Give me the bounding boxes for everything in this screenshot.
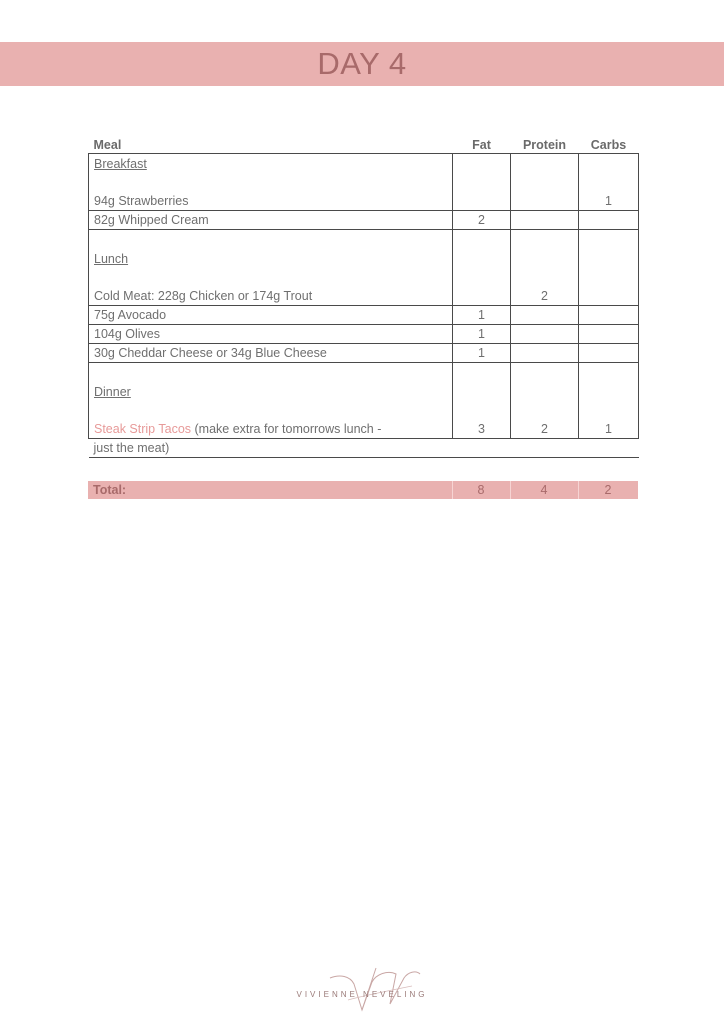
meal-plan-table [88,136,639,458]
day-banner [0,42,724,86]
carbs-cell: 1 [579,363,639,439]
fat-cell: 2 [453,211,511,230]
total-carbs: 2 [604,483,612,497]
recipe-note-continued: just the meat) [89,439,639,458]
fat-cell: 3 [453,363,511,439]
meal-cell [89,230,453,306]
protein-cell [511,325,579,344]
header-protein: Protein [522,138,567,152]
table-row [89,439,639,458]
header-fat: Fat [472,138,491,152]
protein-cell [511,306,579,325]
meal-cell [89,154,453,211]
meal-cell: 104g Olives [89,325,453,344]
fat-cell [453,154,511,211]
protein-cell [511,344,579,363]
protein-cell [511,211,579,230]
protein-cell: 2 [511,230,579,306]
total-fat: 8 [477,483,485,497]
carbs-cell [579,306,639,325]
fat-cell: 1 [453,306,511,325]
section-breakfast: Breakfast [94,157,147,171]
total-row [88,481,638,499]
table-row [89,154,639,211]
table-row [89,344,639,363]
meal-cell: 75g Avocado [89,306,453,325]
table-row [89,230,639,306]
fat-cell [453,230,511,306]
carbs-cell [579,344,639,363]
header-carbs: Carbs [590,138,627,152]
section-lunch: Lunch [94,252,129,266]
protein-cell [511,154,579,211]
table-header-row [89,136,639,154]
carbs-cell [579,325,639,344]
recipe-link[interactable]: Steak Strip Tacos [94,422,192,436]
page-title: DAY 4 [317,46,407,81]
section-dinner: Dinner [94,385,131,399]
meal-cell: 30g Cheddar Cheese or 34g Blue Cheese [89,344,453,363]
carbs-cell: 1 [579,154,639,211]
item-name: Cold Meat: 228g Chicken or 174g Trout [94,289,313,303]
protein-cell: 2 [511,363,579,439]
carbs-cell [579,211,639,230]
meal-cell [89,363,453,439]
total-protein: 4 [540,483,548,497]
table-row [89,325,639,344]
meal-cell: 82g Whipped Cream [89,211,453,230]
table-row [89,363,639,439]
table-row [89,306,639,325]
carbs-cell [579,230,639,306]
fat-cell: 1 [453,344,511,363]
brand-logo [292,960,432,1020]
brand-name: VIVIENNE NEVELING [296,990,428,999]
header-meal: Meal [93,138,122,152]
fat-cell: 1 [453,325,511,344]
total-label: Total: [93,483,127,497]
table-row [89,211,639,230]
item-name: 94g Strawberries [94,194,189,208]
recipe-note: (make extra for tomorrows lunch - [191,422,382,436]
